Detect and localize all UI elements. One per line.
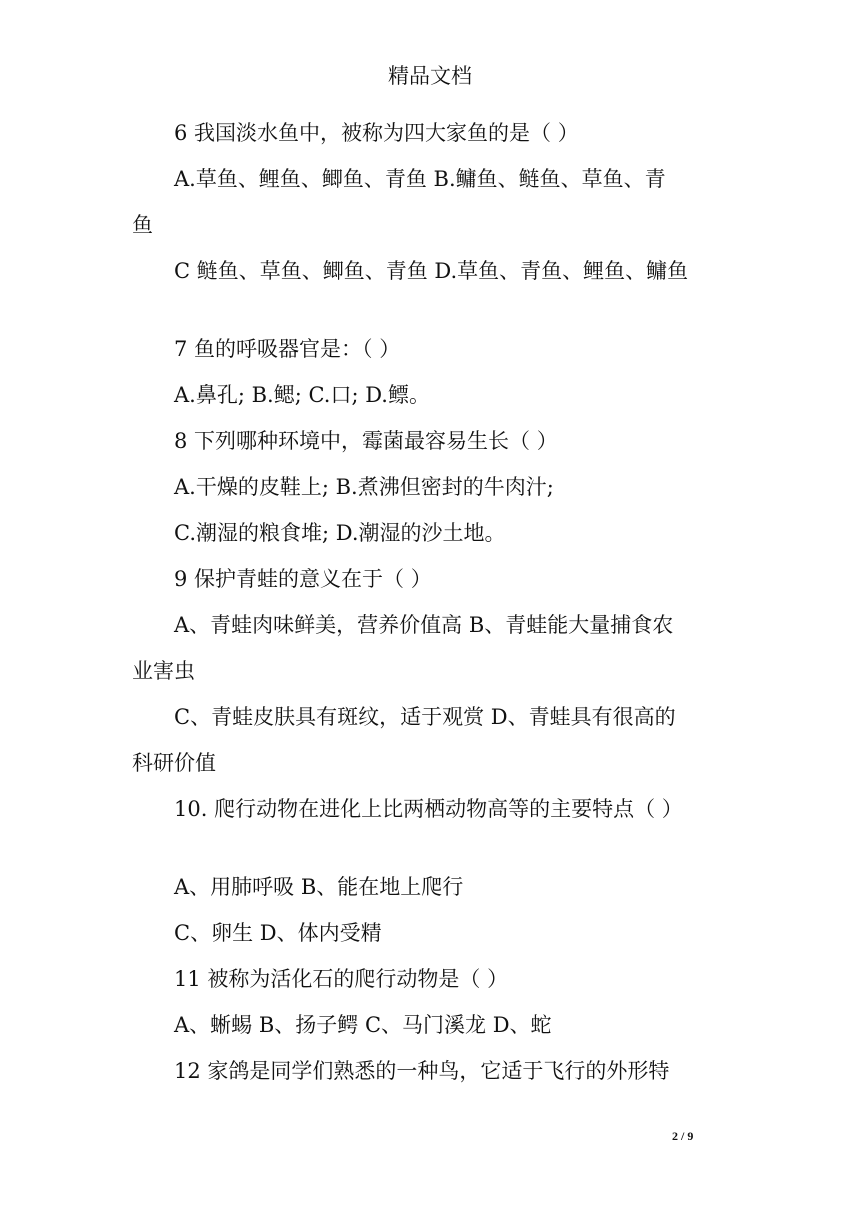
blank-gap bbox=[132, 294, 732, 326]
question-option-continuation: 科研价值 bbox=[132, 751, 216, 775]
question-option-line: A、用肺呼吸 B、能在地上爬行 bbox=[174, 875, 464, 899]
question-option-line: C 鲢鱼、草鱼、鲫鱼、青鱼 D.草鱼、青鱼、鲤鱼、鳙鱼 bbox=[174, 259, 689, 283]
question-6 bbox=[132, 110, 732, 294]
question-option-line: C、青蛙皮肤具有斑纹，适于观赏 D、青蛙具有很高的 bbox=[174, 705, 676, 729]
question-stem: 6 我国淡水鱼中，被称为四大家鱼的是（ ） bbox=[174, 121, 579, 145]
question-7 bbox=[132, 326, 732, 418]
question-option-continuation: 鱼 bbox=[132, 213, 153, 237]
blank-gap bbox=[132, 832, 732, 864]
question-option-line: A.干燥的皮鞋上; B.煮沸但密封的牛肉汁; bbox=[174, 475, 554, 499]
question-stem: 11 被称为活化石的爬行动物是（ ） bbox=[174, 967, 509, 991]
question-option-line: A.鼻孔; B.鳃; C.口; D.鳔。 bbox=[174, 383, 430, 407]
question-stem: 9 保护青蛙的意义在于（ ） bbox=[174, 567, 432, 591]
question-stem: 12 家鸽是同学们熟悉的一种鸟，它适于飞行的外形特 bbox=[174, 1059, 670, 1083]
question-option-line: A.草鱼、鲤鱼、鲫鱼、青鱼 B.鳙鱼、鲢鱼、草鱼、青 bbox=[174, 167, 666, 191]
question-stem: 10. 爬行动物在进化上比两栖动物高等的主要特点（ ） bbox=[174, 797, 683, 821]
question-option-line: C、卵生 D、体内受精 bbox=[174, 921, 382, 945]
question-12 bbox=[132, 1048, 732, 1094]
page-number: 2 / 9 bbox=[672, 1129, 694, 1143]
question-option-line: A、青蛙肉味鲜美，营养价值高 B、青蛙能大量捕食农 bbox=[174, 613, 674, 637]
question-stem: 8 下列哪种环境中，霉菌最容易生长（ ） bbox=[174, 429, 558, 453]
question-option-line: A、蜥蜴 B、扬子鳄 C、马门溪龙 D、蛇 bbox=[174, 1013, 552, 1037]
document-body bbox=[132, 110, 732, 1094]
document-header: 精品文档 bbox=[388, 64, 472, 88]
question-8 bbox=[132, 418, 732, 556]
question-11 bbox=[132, 956, 732, 1048]
question-10 bbox=[132, 786, 732, 956]
question-stem: 7 鱼的呼吸器官是：（ ） bbox=[174, 337, 401, 361]
question-9 bbox=[132, 556, 732, 786]
question-option-line: C.潮湿的粮食堆; D.潮湿的沙土地。 bbox=[174, 521, 506, 545]
question-option-continuation: 业害虫 bbox=[132, 659, 195, 683]
